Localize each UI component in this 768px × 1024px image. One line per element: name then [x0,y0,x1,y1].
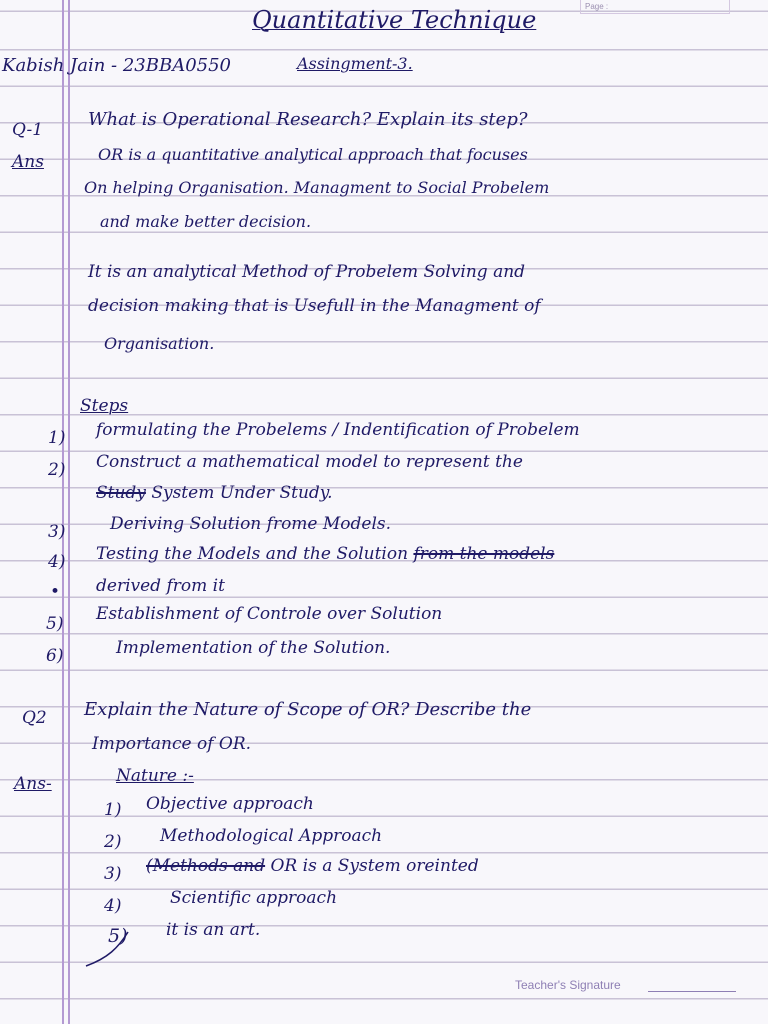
answer-line: and make better decision. [100,212,312,231]
step-text: Testing the Models and the Solution [96,544,409,564]
bullet: • [50,582,61,602]
student-name: Kabish Jain - 23BBA0550 [2,55,231,76]
pen-flourish [78,925,138,973]
struck-word: Study [96,483,146,503]
page-number-box [580,0,730,14]
margin-line [62,0,64,1024]
step-text: formulating the Probelems / Indentification of Probelem [96,420,580,440]
question-number: Q-1 [12,120,44,140]
step-number: 3) [48,522,66,542]
answer-line: OR is a quantitative analytical approach that focuses [98,145,528,164]
item-number: 1) [104,800,122,820]
answer-label: Ans- [14,774,52,794]
item-number: 5) [108,925,128,947]
struck-words: from the models [413,544,555,564]
answer-line: decision making that is Usefull in the Managment of [88,296,541,316]
answer-line: Organisation. [104,334,215,353]
item-text [146,856,479,876]
item-text: OR is a System oreinted [270,856,479,876]
page-label: Page : [585,2,609,11]
question-number: Q2 [22,708,47,728]
margin-line [68,0,70,1024]
item-text: Methodological Approach [160,826,383,846]
step-text: System Under Study. [151,483,333,503]
question-text: What is Operational Research? Explain its step? [88,109,528,130]
step-text: Deriving Solution frome Models. [110,514,392,534]
page-title: Quantitative Technique [252,6,537,34]
nature-heading: Nature :- [116,766,194,786]
step-text: Establishment of Controle over Solution [96,604,443,624]
step-text: Construct a mathematical model to represent the [96,452,523,472]
item-text: Objective approach [146,794,314,814]
item-text: it is an art. [166,920,261,940]
assignment-label: Assingment-3. [297,54,413,73]
step-number: 4) [48,552,66,572]
answer-line: It is an analytical Method of Probelem Solving and [88,262,526,282]
step-number: 1) [48,428,66,448]
step-continuation [96,483,333,503]
item-number: 3) [104,864,122,884]
answer-line: On helping Organisation. Managment to Social Probelem [84,178,550,197]
answer-label: Ans [12,152,44,172]
step-number: 5) [46,614,64,634]
step-text [96,544,554,564]
question-text: Explain the Nature of Scope of OR? Describe the [84,699,532,720]
item-text: Scientific approach [170,888,338,908]
item-number: 4) [104,896,122,916]
signature-line [648,991,736,992]
item-number: 2) [104,832,122,852]
step-number: 2) [48,460,66,480]
teacher-signature-label: Teacher's Signature [515,978,621,992]
steps-heading: Steps [80,396,129,416]
step-number: 6) [46,646,64,666]
question-text: Importance of OR. [92,734,252,754]
struck-words: (Methods and [146,856,266,876]
step-text: Implementation of the Solution. [116,638,391,658]
step-text: derived from it [96,576,225,596]
